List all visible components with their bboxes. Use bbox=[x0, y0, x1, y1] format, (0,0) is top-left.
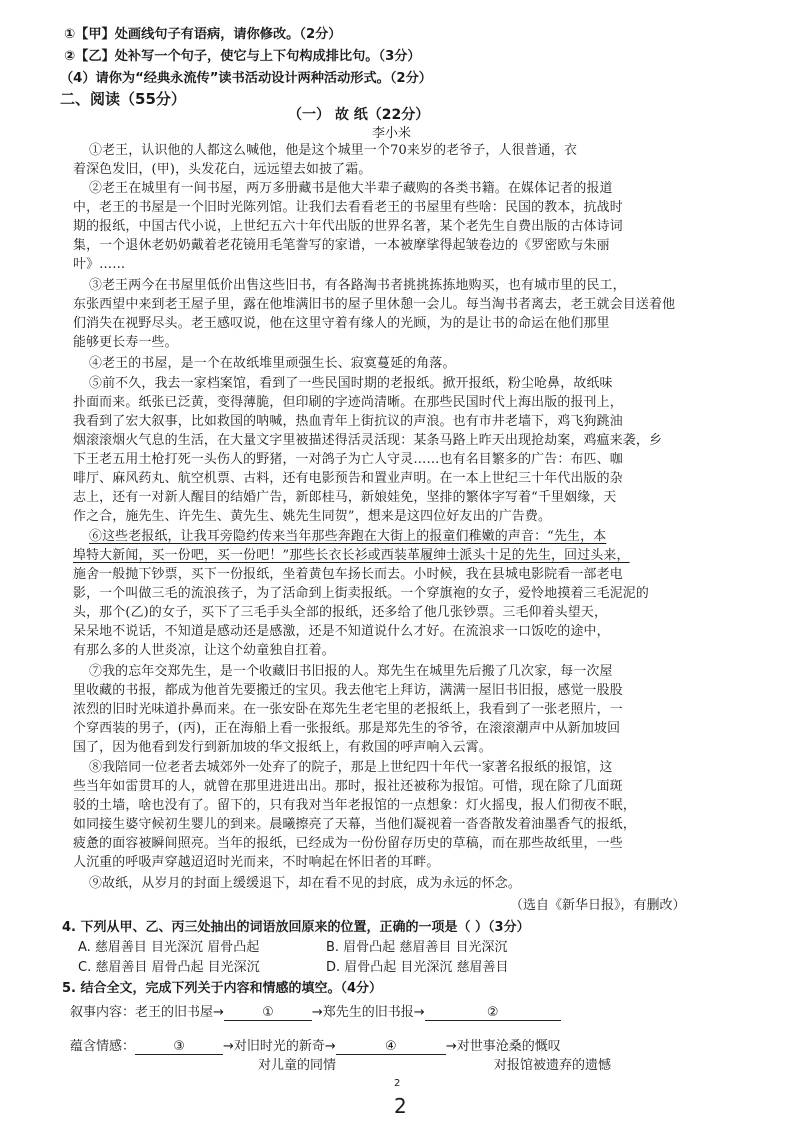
row2-end: →对世事沧桑的慨叹 bbox=[445, 1039, 561, 1054]
body-line: 施舍一般抛下钞票，买下一份报纸，坐着黄包车扬长而去。小时候，我在县城电影院看一部老电 bbox=[73, 567, 623, 582]
body-line: 扑面而来。纸张已泛黄，变得薄脆，但印刷的字迹尚清晰。在那些民国时代上海出版的报刊上， bbox=[73, 395, 623, 410]
body-line: ⑨故纸，从岁月的封面上缓缓退下，却在看不见的封底，成为永远的怀念。 bbox=[89, 876, 521, 891]
body-line: 啡厅、麻风药丸、航空机票、古料，还有电影预告和置业声明。在一本上世纪三十年代出版的杂 bbox=[73, 471, 623, 486]
question-4-option-c: C. 慈眉善目 眉骨凸起 目光深沉 bbox=[78, 960, 260, 975]
body-line: ①老王，认识他的人都这么喊他，他是这个城里一个70来岁的老爷子，人很普通，衣 bbox=[89, 143, 578, 158]
body-line: 叶》…… bbox=[73, 257, 126, 272]
question-3-2: ②【乙】处补写一个句子，使它与上下句构成排比句。（3分） bbox=[64, 49, 421, 64]
body-line: 人沉重的呼吸声穿越迢迢时光而来，不时响起在怀旧者的耳畔。 bbox=[73, 855, 440, 870]
body-line: 如同接生婆守候初生婴儿的到来。晨曦擦亮了天幕，当他们凝视着一沓沓散发着油墨香气的报纸， bbox=[73, 817, 636, 832]
body-line: 期的报纸，中国古代小说，上世纪五六十年代出版的世界名著，某个老先生自费出版的古体诗词 bbox=[73, 219, 623, 234]
body-line: 头，那个(乙)的女子，买下了三毛手头全部的报纸，还多给了他几张钞票。三毛仰着头望天， bbox=[73, 605, 608, 620]
page-number-small: 2 bbox=[394, 1078, 401, 1089]
body-line: 作之合，施先生、许先生、黄先生、姚先生同贺”，想来是这四位好友出的广告费。 bbox=[73, 509, 552, 524]
body-line: 国了，因为他看到发行到新加坡的华文报纸上，有救国的呼声响入云霄。 bbox=[73, 740, 492, 755]
question-4-stem: 4. 下列从甲、乙、丙三处抽出的词语放回原来的位置，正确的一项是（ ）（3分） bbox=[62, 920, 530, 935]
row1-label: 叙事内容：老王的旧书屋→ bbox=[70, 1005, 224, 1020]
body-line: 影，一个叫做三毛的流浪孩子，为了活命到上街卖报纸。一个穿旗袍的女子，爱怜地摸着三毛泥泥的 bbox=[73, 586, 649, 601]
body-line: ⑧我陪同一位老者去城郊外一处弃了的院子，那是上世纪四十年代一家著名报纸的报馆，这 bbox=[89, 760, 613, 775]
body-line: 疲惫的面容被瞬间照亮。当年的报纸，已经成为一份份留存历史的草稿，而在那些故纸里，一些 bbox=[73, 836, 623, 851]
body-line: 着深色发旧，(甲)，头发花白，远远望去如披了霜。 bbox=[73, 162, 372, 177]
article-source: （选自《新华日报》，有删改） bbox=[510, 898, 686, 913]
answer-blank-4[interactable]: ④ bbox=[336, 1039, 446, 1055]
body-line: 志上，还有一对新人醒目的结婚广告，新郎桂马，新娘娃免，坚排的繁体字写着“千里姻缘，天 bbox=[73, 490, 617, 505]
article-author: 李小米 bbox=[372, 126, 412, 141]
answer-blank-3[interactable]: ③ bbox=[135, 1039, 223, 1055]
body-line: 有那么多的人世炎凉，让这个幼童独自扛着。 bbox=[73, 643, 335, 658]
question-5-stem: 5. 结合全文，完成下列关于内容和情感的填空。（4分） bbox=[62, 981, 383, 996]
row2-sub-children: 对儿童的同情 bbox=[258, 1058, 337, 1073]
body-line: ⑦我的忘年交郑先生，是一个收藏旧书旧报的人。郑先生在城里先后搬了几次家，每一次屋 bbox=[89, 664, 613, 679]
body-line: 些当年如雷贯耳的人，就曾在那里进进出出。那时，报社还被称为报馆。可惜，现在除了几面斑 bbox=[73, 779, 623, 794]
body-line: ⑤前不久，我去一家档案馆，看到了一些民国时期的老报纸。掀开报纸，粉尘呛鼻，故纸味 bbox=[89, 376, 613, 391]
body-line: 驳的土墙，啥也没有了。留下的，只有我对当年老报馆的一点想象：灯火摇曳，报人们彻夜不眠， bbox=[73, 798, 636, 813]
row2-mid: →对旧时光的新奇→ bbox=[223, 1039, 336, 1054]
question-3-4: （4）请你为“经典永流传”读书活动设计两种活动形式。（2分） bbox=[60, 71, 432, 86]
body-line: 们消失在视野尽头。老王感叹说，他在这里守着有缘人的光顾，为的是让书的命运在他们那里 bbox=[73, 316, 610, 331]
row2-label: 蕴含情感： bbox=[70, 1039, 136, 1054]
row1-mid: →郑先生的旧书报→ bbox=[311, 1005, 425, 1020]
question-5-row-content bbox=[70, 1001, 561, 1021]
body-line: 浓烈的旧时光味道扑鼻而来。在一张安卧在郑先生老宅里的老报纸上，我看到了一张老照片，一 bbox=[73, 702, 623, 717]
answer-blank-2[interactable]: ② bbox=[425, 1005, 561, 1021]
body-line-underlined: ⑥这些老报纸，让我耳旁隐约传来当年那些奔跑在大街上的报童们稚嫩的声音：“先生，本 bbox=[89, 529, 607, 544]
body-line: ②老王在城里有一间书屋，两万多册藏书是他大半辈子藏购的各类书籍。在媒体记者的报道 bbox=[89, 181, 613, 196]
body-line: 个穿西装的男子，(丙)，正在海船上看一张报纸。那是郑先生的爷爷，在滚滚潮声中从新加坡回 bbox=[73, 721, 621, 736]
body-line: 中，老王的书屋是一个旧时光陈列馆。让我们去看看老王的书屋里有些啥：民国的教本，抗战时 bbox=[73, 200, 623, 215]
question-5-row-emotion bbox=[70, 1035, 561, 1055]
body-line: 呆呆地不说话，不知道是感动还是感激，还是不知道说什么才好。在流浪求一口饭吃的途中， bbox=[73, 624, 610, 639]
body-line: 能够更长寿一些。 bbox=[73, 335, 178, 350]
body-line: ③老王两今在书屋里低价出售这些旧书，有各路淘书者挑挑拣拣地购买，也有城市里的民工， bbox=[89, 278, 626, 293]
body-line: 集，一个退休老奶奶戴着老花镜用毛笔誊写的家谱，一本被摩挲得起皱卷边的《罗密欧与朱丽 bbox=[73, 238, 610, 253]
body-line: 烟滚滚烟火气息的生活，在大量文字里被描述得活灵活现：某条马路上昨天出现抢劫案，鸡瘟来袭，乡 bbox=[73, 433, 663, 448]
section-heading: 二、阅读（55分） bbox=[60, 90, 186, 108]
question-3-1: ①【甲】处画线句子有语病，请你修改。（2分） bbox=[64, 27, 342, 42]
page-number: 2 bbox=[394, 1094, 407, 1118]
answer-blank-1[interactable]: ① bbox=[224, 1005, 312, 1021]
body-line: 我看到了宏大叙事，比如救国的呐喊，热血青年上街抗议的声浪。也有市井老墙下，鸡飞狗跳油 bbox=[73, 414, 623, 429]
body-line: 里收藏的书报，都成为他首先要搬迁的宝贝。我去他宅上拜访，满满一屋旧书旧报，感觉一股股 bbox=[73, 683, 623, 698]
body-line: 东张西望中来到老王屋子里，露在他堆满旧书的屋子里休憩一会儿。每当淘书者离去，老王就会目送着他 bbox=[73, 297, 676, 312]
row2-sub-office: 对报馆被遗弃的遗憾 bbox=[494, 1058, 612, 1073]
article-title: （一） 故 纸（22分） bbox=[288, 107, 430, 123]
question-4-option-b: B. 眉骨凸起 慈眉善目 目光深沉 bbox=[326, 940, 508, 955]
body-line-underlined: 埠特大新闻，买一份吧，买一份吧！”那些长衣长衫或西装革履绅士派头十足的先生，回过头来， bbox=[73, 548, 630, 563]
question-4-option-d: D. 眉骨凸起 目光深沉 慈眉善目 bbox=[326, 960, 509, 975]
question-4-option-a: A. 慈眉善目 目光深沉 眉骨凸起 bbox=[78, 940, 260, 955]
body-line: 下王老五用土枪打死一头伤人的野猪，一对鸽子为亡人守灵……也有名目繁多的广告：布匹、咖 bbox=[73, 452, 623, 467]
body-line: ④老王的书屋，是一个在故纸堆里顽强生长、寂寞蔓延的角落。 bbox=[89, 356, 456, 371]
